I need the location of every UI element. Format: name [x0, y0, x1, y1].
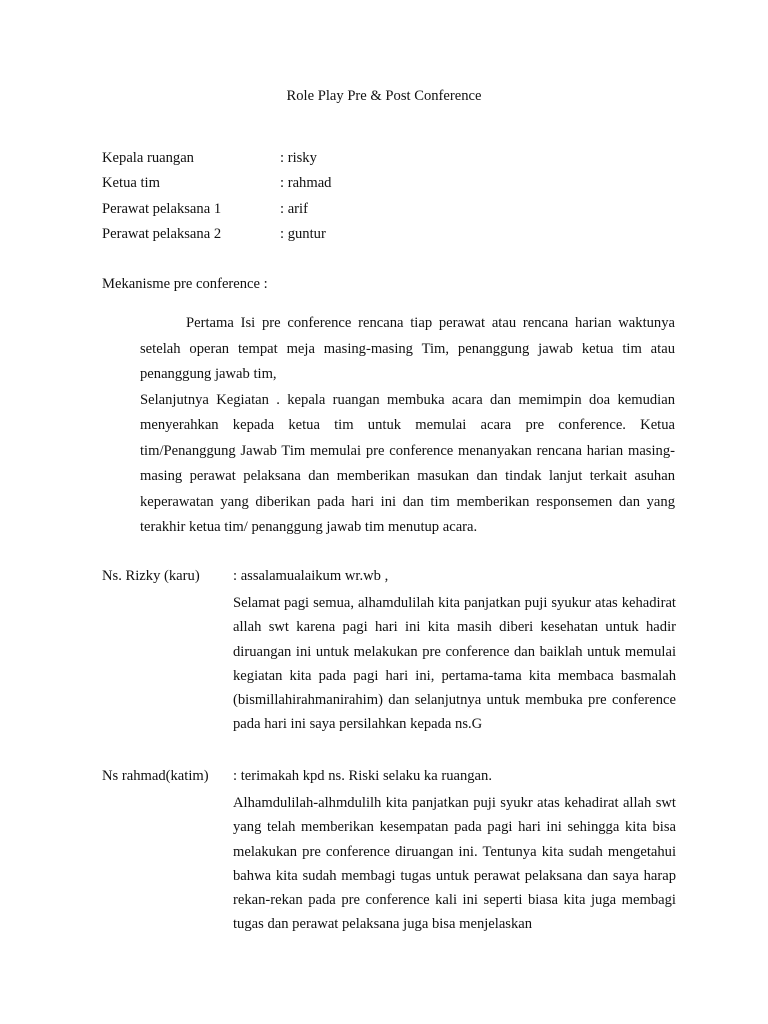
dialog-text: [233, 567, 676, 737]
role-row: [102, 174, 682, 199]
document-title: Role Play Pre & Post Conference: [286, 88, 482, 104]
role-value: : guntur: [280, 225, 326, 242]
dialog-text: [233, 767, 676, 937]
dialog-line: Alhamdulilah-alhmdulilh kita panjatkan puji syukr atas kehadirat allah swt yang telah memberikan kesempatan pada pagi hari ini sehingga kita bisa melakukan pre conference diruangan ini. Tentunya kita sudah mengetahui bahwa kita sudah membagi tugas untuk perawat pelaksana dan saya harap rekan-rekan pada pre conference kali ini seperti biasa kita juga membagi tugas dan perawat pelaksana juga bisa menjelaskan: [233, 795, 676, 933]
mechanism-paragraph: Pertama Isi pre conference rencana tiap perawat atau rencana harian waktunya setelah operan tempat meja masing-masing Tim, penanggung jawab ketua tim atau penanggung jawab tim,: [140, 315, 675, 382]
dialog-line: : assalamualaikum wr.wb ,: [233, 568, 389, 584]
role-value: : risky: [280, 150, 317, 166]
role-label: Ketua tim: [102, 175, 160, 192]
mechanism-paragraph: Selanjutnya Kegiatan . kepala ruangan membuka acara dan memimpin doa kemudian menyerahkan kepada ketua tim untuk memulai acara pre conference. Ketua tim/Penanggung Jawab Tim memulai pre conference menanyakan rencana harian masing-masing perawat pelaksana dan memberikan masukan dan tindak lanjut terkait asuhan keperawatan yang diberikan pada hari ini dan tim memberikan responsemen dan yang terakhir ketua tim/ penanggung jawab tim menutup acara.: [140, 391, 675, 535]
mechanism-heading: Mekanisme pre conference :: [102, 276, 268, 292]
mechanism-body: [140, 311, 675, 541]
dialog-speaker: Ns. Rizky (karu): [102, 568, 200, 584]
role-label: Kepala ruangan: [102, 150, 194, 166]
role-label: Perawat pelaksana 1: [102, 200, 222, 217]
role-list: [102, 149, 682, 250]
dialog-line: : terimakah kpd ns. Riski selaku ka ruangan.: [233, 768, 492, 784]
dialog-speaker: Ns rahmad(katim): [102, 768, 209, 784]
role-value: : rahmad: [280, 175, 332, 192]
role-value: : arif: [280, 200, 308, 217]
dialog-line: Selamat pagi semua, alhamdulilah kita panjatkan puji syukur atas kehadirat allah swt karena pagi hari ini kita masih diberi kesehatan untuk hadir diruangan ini untuk melakukan pre conference dan baiklah untuk memulai kegiatan kita pada pagi hari ini, pertama-tama kita membaca basmalah (bismillahirahmanirahim) dan selanjutnya untuk membuka pre conference pada hari ini saya persilahkan kepada ns.G: [233, 595, 676, 733]
role-label: Perawat pelaksana 2: [102, 225, 222, 242]
role-row: [102, 225, 682, 250]
role-row: [102, 200, 682, 225]
role-row: [102, 149, 682, 174]
